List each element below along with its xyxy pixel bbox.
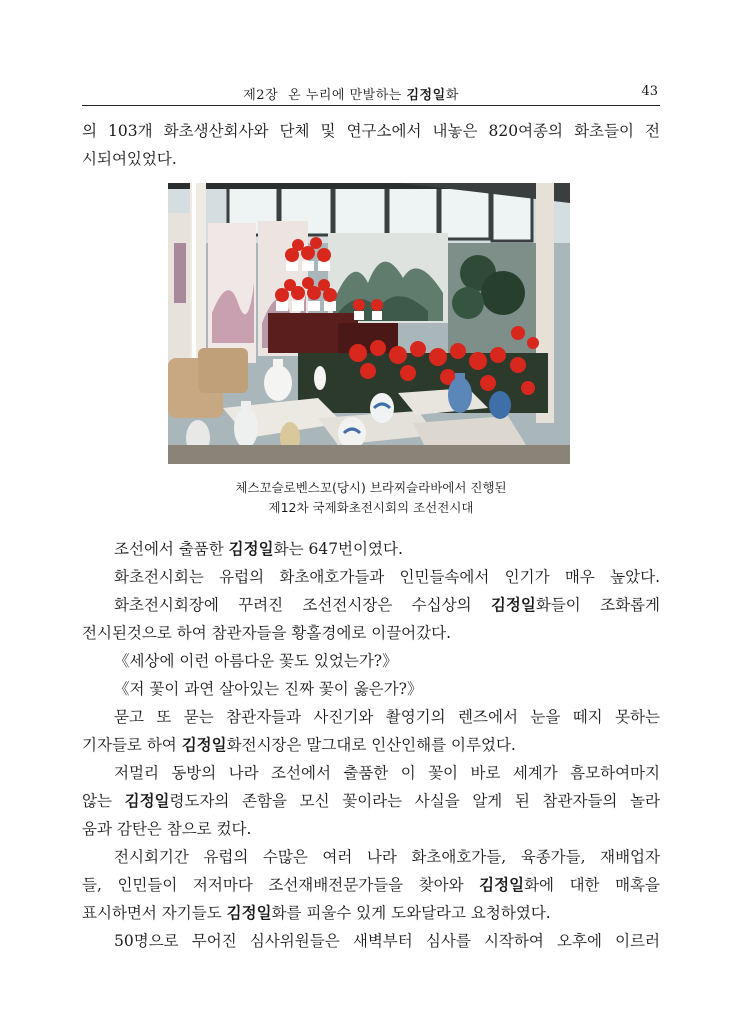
paragraph-3-line-1 — [82, 591, 660, 619]
quote-2: 《저 꽃이 과연 살아있는 진짜 꽃이 옳은가?》 — [114, 680, 423, 698]
paragraph-3-line-2: 전시된것으로 하여 참관자들을 황홀경에로 이끌어갔다. — [82, 624, 452, 642]
kim-jong-il-name: 김정일 — [181, 736, 227, 754]
kim-jong-il-name: 김정일 — [228, 540, 274, 558]
paragraph-2: 화초전시회는 유럽의 화초애호가들과 인민들속에서 인기가 매우 높았다. — [114, 568, 660, 586]
kim-jong-il-name: 김정일 — [479, 876, 525, 894]
paragraph-4-line-1: 묻고 또 묻는 참관자들과 사진기와 촬영기의 렌즈에서 눈을 떼지 못하는 — [114, 708, 660, 726]
paragraph-7-line-1: 50명으로 무어진 심사위원들은 새벽부터 심사를 시작하여 오후에 이르러 — [114, 932, 660, 950]
quote-1: 《세상에 이런 아름다운 꽃도 있었는가?》 — [114, 652, 398, 670]
text-line-2: 시되여있었다. — [82, 150, 177, 168]
paragraph-5-line-3: 움과 감탄은 참으로 컸다. — [82, 820, 252, 838]
page-number: 43 — [641, 84, 658, 99]
header-title-prefix: 온 누리에 만발하는 — [288, 88, 402, 103]
paragraph-6-text-b: 화에 대한 매혹을 — [524, 876, 660, 894]
header-title-suffix: 화 — [445, 88, 459, 103]
chapter-label: 제2장 — [243, 88, 279, 103]
paragraph-3-text-b: 화들이 조화롭게 — [535, 596, 660, 614]
header-title — [82, 84, 620, 103]
photo-caption-line-2: 제12차 국제화초전시회의 조선전시대 — [268, 500, 474, 515]
text-line-1: 의 103개 화초생산회사와 단체 및 연구소에서 내놓은 820여종의 화초들이 전 — [82, 122, 660, 140]
paragraph-6-line-3 — [82, 899, 660, 927]
paragraph-6-text-a: 들, 인민들이 저저마다 조선재배전문가들을 찾아와 — [82, 876, 480, 894]
paragraph-1-text-a: 조선에서 출품한 — [114, 540, 229, 558]
exhibition-photo — [168, 183, 570, 464]
kim-jong-il-name: 김정일 — [226, 904, 272, 922]
running-header — [82, 83, 660, 106]
paragraph-5-text-b: 령도자의 존함을 모신 꽃이라는 사실을 알게 된 참관자들의 놀라 — [169, 792, 660, 810]
paragraph-3-text-a: 화초전시회장에 꾸려진 조선전시장은 수십상의 — [114, 596, 491, 614]
paragraph-1-text-b: 화는 647번이였다. — [273, 540, 403, 558]
header-title-name: 김정일 — [406, 88, 446, 103]
paragraph-4-text-b: 화전시장은 말그대로 인산인해를 이루었다. — [226, 736, 516, 754]
paragraph-6-text-d: 화를 피울수 있게 도와달라고 요청하였다. — [271, 904, 551, 922]
paragraph-4-text-a: 기자들로 하여 — [82, 736, 182, 754]
paragraph-6-text-c: 표시하면서 자기들도 — [82, 904, 227, 922]
kim-jong-il-name: 김정일 — [490, 596, 536, 614]
paragraph-4-line-2 — [82, 731, 660, 759]
paragraph-1 — [82, 535, 660, 563]
exhibition-photo-image — [168, 183, 570, 464]
kim-jong-il-name: 김정일 — [124, 792, 170, 810]
photo-caption-line-1: 체스꼬슬로벤스꼬(당시) 브라찌슬라바에서 진행된 — [235, 480, 507, 495]
paragraph-6-line-2 — [82, 871, 660, 899]
paragraph-6-line-1: 전시회기간 유럽의 수많은 여러 나라 화초애호가들, 육종가들, 재배업자 — [114, 848, 660, 866]
paragraph-5-line-2 — [82, 787, 660, 815]
paragraph-5-text-a: 않는 — [82, 792, 125, 810]
paragraph-5-line-1: 저멀리 동방의 나라 조선에서 출품한 이 꽃이 바로 세계가 흠모하여마지 — [114, 764, 660, 782]
